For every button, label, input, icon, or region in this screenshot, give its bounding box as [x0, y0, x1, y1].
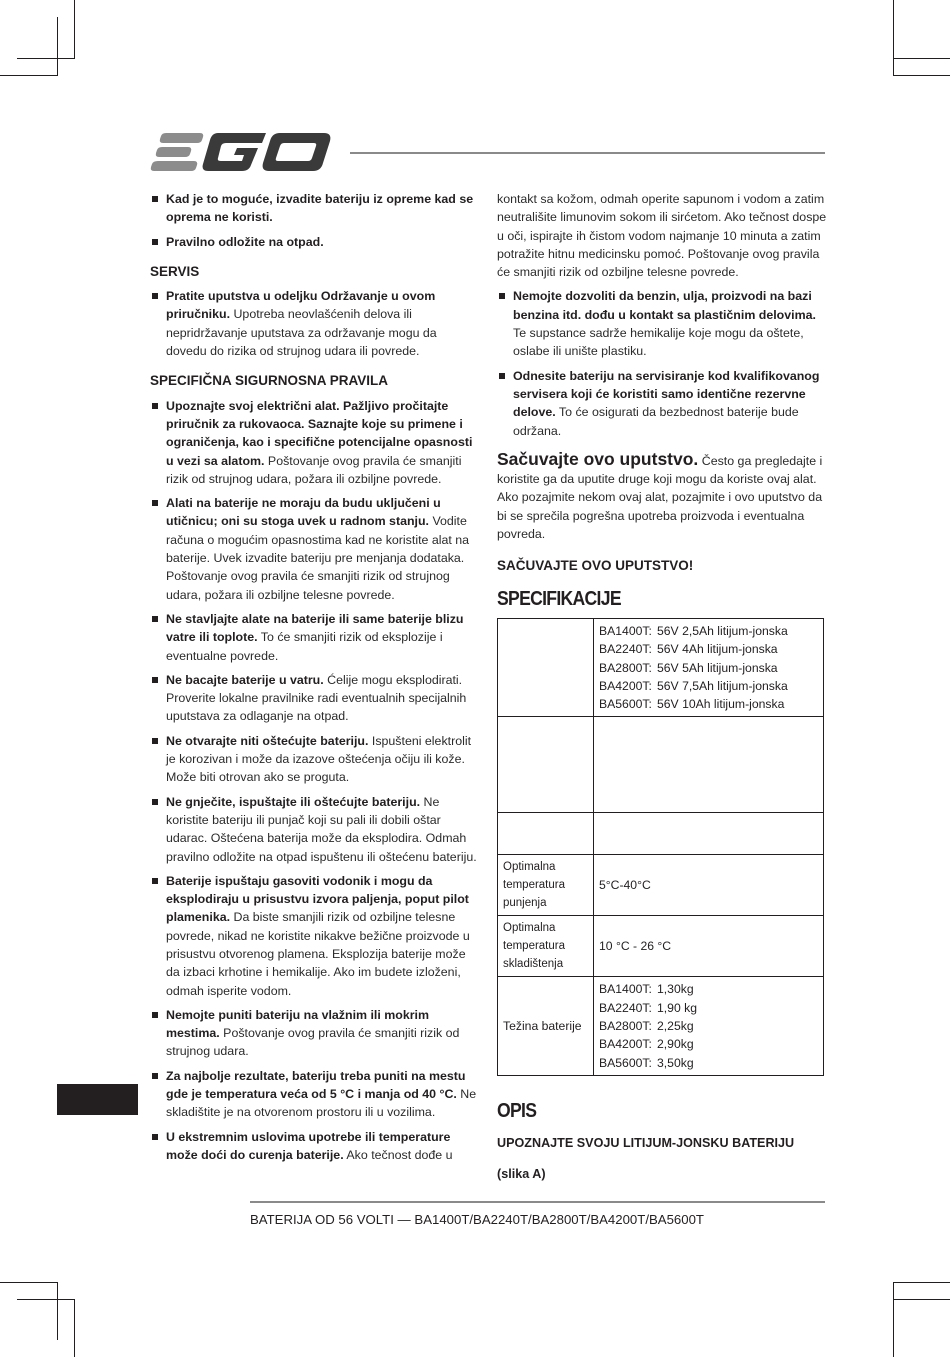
bullet-item — [150, 1067, 480, 1122]
bullet-text: To će smanjiti rizik od eksplozije i eventualne povrede. — [166, 630, 443, 663]
bullet-square-icon — [152, 196, 158, 202]
crop-mark — [0, 75, 58, 76]
spec-pair-row — [599, 1035, 818, 1053]
spec-value-empty — [594, 813, 824, 855]
spec-pair-row — [599, 980, 818, 998]
bullet-bold-text: Upoznajte svoj električni alat. Pažljivo pročitajte priručnik za rukovaoca. Saznajte koje su primene i ograničenja, kao i specifične potencijalne opasnosti u vezi sa alatom. — [166, 398, 473, 468]
footer-rule — [250, 1201, 825, 1203]
save-instructions-caps: SAČUVAJTE OVO UPUTSTVO! — [497, 558, 694, 574]
bullet-square-icon — [152, 677, 158, 683]
spec-row-battery-type — [498, 618, 824, 716]
spec-row-charge-temp — [498, 855, 824, 916]
bullet-square-icon — [152, 403, 158, 409]
bullet-bold-text: Pravilno odložite na otpad. — [166, 234, 324, 249]
bullet-text: Te supstance sadrže hemikalije koje mogu da oštete, oslabe ili unište plastiku. — [513, 326, 804, 359]
spec-pair-row — [599, 695, 818, 713]
model-name: BA5600T: — [599, 697, 652, 712]
section-heading-servis: SERVIS — [150, 263, 200, 279]
bullet-square-icon — [152, 239, 158, 245]
crop-mark — [893, 1282, 894, 1357]
spec-row-empty — [498, 813, 824, 855]
bullet-text: Ispušteni elektrolit je korozivan i može da izazove oštećenja očiju ili kože. Može biti otrovan ako se proguta. — [166, 733, 472, 785]
crop-mark — [17, 58, 75, 59]
specific-rules-list — [150, 397, 480, 1165]
bullet-bold-text: Za najbolje rezultate, bateriju treba puniti na mestu gde je temperatura veća od 5 °C i manja od 40 °C. — [166, 1068, 466, 1102]
spec-row-weight — [498, 977, 824, 1075]
spec-row-empty — [498, 717, 824, 813]
bullet-text: Upotreba neovlašćenih delova ili nepridržavanje uputstava za održavanje mogu da dovedu do rizika od strujnog udara ili povrede. — [166, 307, 437, 359]
spec-pair-row — [599, 1017, 818, 1035]
model-name: BA1400T: — [599, 623, 652, 638]
crop-mark — [893, 58, 950, 59]
model-value: 56V 5Ah litijum-jonska — [657, 660, 778, 675]
crop-mark — [893, 75, 950, 76]
bullet-item — [150, 1006, 480, 1061]
bullet-text: Ne koristite bateriju ili punjač koji su pali ili dobili oštar udarac. Oštećena baterija može da eksplodira. Odmah pravilno odložite na otpad ispuštenu ili oštećenu bateriju. — [166, 794, 477, 864]
bullet-item — [150, 1128, 480, 1165]
bullet-item — [150, 610, 480, 665]
bullet-square-icon — [499, 293, 505, 299]
bullet-bold-text: Ne stavljajte alate na baterije ili same baterije blizu vatre ili toplote. — [166, 611, 464, 645]
bullet-bold-text: Odnesite bateriju na servisiranje kod kvalifikovanog servisera koji će koristiti samo identične rezervne delove. — [513, 368, 820, 420]
spec-label-storage-temp: Optimalna temperatura skladištenja — [498, 916, 594, 977]
bullet-square-icon — [152, 500, 158, 506]
description-heading: OPIS — [497, 1099, 537, 1122]
bullet-item — [150, 872, 480, 1000]
model-value: 56V 7,5Ah litijum-jonska — [657, 678, 788, 693]
bullet-square-icon — [152, 738, 158, 744]
bullet-item — [150, 397, 480, 488]
crop-mark — [17, 1299, 75, 1300]
spec-value-battery-types — [594, 618, 824, 716]
bullet-text: Poštovanje ovog pravila će smanjiti rizik od strujnog udara. — [166, 1026, 460, 1059]
model-value: 3,50kg — [657, 1055, 694, 1070]
bullet-bold-text: Pratite uputstva u odeljku Održavanje u ovom priručniku. — [166, 289, 436, 322]
bullet-item — [150, 732, 480, 787]
bullet-item — [497, 367, 827, 440]
bullet-square-icon — [152, 1134, 158, 1140]
model-value: 56V 10Ah litijum-jonska — [657, 697, 785, 712]
continued-paragraph: kontakt sa kožom, odmah operite sapunom i vodom a zatim neutrališite limunovim sokom ili sirćetom. Ako tečnost dospe u oči, ispirajte ih čistom vodom najmanje 10 minuta a zatim potražite hitnu medicinsku pomoć. Poštovanje ovog pravila će smanjiti rizik od ozbiljne telesne povrede. — [497, 192, 827, 280]
logo-stripes-icon — [151, 133, 203, 171]
section-heading-specific-rules: SPECIFIČNA SIGURNOSNA PRAVILA — [150, 373, 389, 389]
spec-label-empty — [498, 717, 594, 813]
model-value: 56V 4Ah litijum-jonska — [657, 642, 778, 657]
spec-value-storage-temp: 10 °C - 26 °C — [594, 916, 824, 977]
crop-mark — [57, 17, 58, 76]
bullet-text: Da biste smanjili rizik od ozbiljne telesne povrede, nikad ne koristite nikakve bežične proizvode u prisustvu otvorenog plamena. Eksplozija baterije može da izbaci krhotine i hemikalije. Ako im budete izloženi, odmah isperite vodom. — [166, 910, 470, 998]
bullet-square-icon — [152, 799, 158, 805]
crop-mark — [0, 1282, 58, 1283]
save-instructions-text: Često ga pregledajte i koristite ga da uputite druge koji mogu da koriste ovaj alat. Ako pozajmite nekom ovaj alat, pozajmite i ovo uputstvo da bi se sprečila pogrešna upotreba proizvoda i eventualna povreda. — [497, 453, 823, 542]
bullet-bold-text: Ne gnječite, ispuštajte ili oštećujte bateriju. — [166, 794, 421, 809]
bullet-text: Ne skladištite je na otvorenom prostoru ili u vozilima. — [166, 1087, 477, 1120]
save-instructions-paragraph — [497, 450, 827, 543]
spec-value-charge-temp: 5°C-40°C — [594, 855, 824, 916]
bullet-text: Vodite računa o mogućim opasnostima kad ne koristite alat na baterije. Uvek izvadite bateriju pre menjanja dodataka. Poštovanje ovog pravila će smanjiti rizik od strujnog udara, požara ili ozbiljne telesne povrede. — [166, 514, 470, 602]
bullet-item — [150, 494, 480, 604]
bullet-square-icon — [152, 293, 158, 299]
crop-mark — [74, 0, 75, 58]
model-value: 1,90 kg — [657, 1000, 697, 1015]
bullet-item — [150, 233, 480, 251]
spec-label-weight: Težina baterije — [498, 977, 594, 1075]
model-value: 2,90kg — [657, 1037, 694, 1052]
bullet-square-icon — [152, 1012, 158, 1018]
bullet-text: To će osigurati da bezbednost baterije bude održana. — [513, 405, 799, 438]
model-name: BA1400T: — [599, 982, 652, 997]
specifications-table — [497, 618, 824, 1076]
crop-mark — [893, 0, 894, 76]
model-name: BA2800T: — [599, 660, 652, 675]
bullet-square-icon — [152, 616, 158, 622]
figure-reference: (slika A) — [497, 1167, 546, 1182]
bullet-bold-text: U ekstremnim uslovima upotrebe ili temperature može doći do curenja baterije. — [166, 1129, 451, 1162]
bullet-bold-text: Alati na baterije ne moraju da budu uključeni u utičnicu; oni su stoga uvek u radnom stanju. — [166, 496, 441, 529]
crop-mark — [57, 1282, 58, 1340]
model-value: 1,30kg — [657, 982, 694, 997]
spec-pair-row — [599, 999, 818, 1017]
save-instructions-lead: Sačuvajte ovo uputstvo. — [497, 448, 699, 469]
spec-pair-row — [599, 659, 818, 677]
bullet-item — [150, 287, 480, 360]
model-name: BA4200T: — [599, 1037, 652, 1052]
spec-pair-row — [599, 622, 818, 640]
description-subheading: UPOZNAJTE SVOJU LITIJUM-JONSKU BATERIJU — [497, 1136, 795, 1151]
footer-text: BATERIJA OD 56 VOLTI — BA1400T/BA2240T/BA2800T/BA4200T/BA5600T — [250, 1212, 704, 1227]
crop-mark — [893, 1299, 950, 1300]
bullet-item — [150, 671, 480, 726]
model-value: 56V 2,5Ah litijum-jonska — [657, 623, 788, 638]
bullet-square-icon — [152, 1073, 158, 1079]
bullet-bold-text: Kad je to moguće, izvadite bateriju iz opreme kad se oprema ne koristi. — [166, 192, 474, 225]
language-tab-marker — [57, 1084, 138, 1115]
ego-logo — [148, 131, 332, 173]
logo-letters-icon — [203, 133, 331, 171]
bullet-bold-text: Ne otvarajte niti oštećujte bateriju. — [166, 733, 369, 748]
spec-label-empty — [498, 618, 594, 716]
bullet-item — [497, 287, 827, 360]
spec-label-charge-temp: Optimalna temperatura punjenja — [498, 855, 594, 916]
spec-row-storage-temp — [498, 916, 824, 977]
bullet-bold-text: Nemojte puniti bateriju na vlažnim ili mokrim mestima. — [166, 1007, 430, 1041]
spec-pair-row — [599, 640, 818, 658]
model-name: BA2240T: — [599, 642, 652, 657]
bullet-text: Ćelije mogu eksplodirati. Proverite lokalne pravilnike radi eventualnih specijalnih uputstava za odlaganje na otpad. — [166, 672, 467, 724]
model-name: BA5600T: — [599, 1055, 652, 1070]
model-name: BA4200T: — [599, 678, 652, 693]
spec-value-empty — [594, 717, 824, 813]
bullet-text: Poštovanje ovog pravila će smanjiti rizik od strujnog udara, požara ili ozbiljne povrede. — [166, 453, 462, 486]
bullet-item — [150, 793, 480, 866]
spec-label-empty — [498, 813, 594, 855]
specifications-heading: SPECIFIKACIJE — [497, 587, 621, 610]
spec-value-weights — [594, 977, 824, 1075]
crop-mark — [74, 1299, 75, 1357]
bullet-text: Ako tečnost dođe u — [343, 1147, 453, 1162]
left-column — [150, 190, 480, 1170]
bullet-bold-text: Ne bacajte baterije u vatru. — [166, 672, 324, 687]
crop-mark — [893, 1282, 950, 1283]
bullet-bold-text: Baterije ispuštaju gasoviti vodonik i mogu da eksplodiraju u prisustvu izvora paljenja, poput pilot plamenika. — [166, 873, 469, 925]
bullet-square-icon — [499, 373, 505, 379]
bullet-bold-text: Nemojte dozvoliti da benzin, ulja, proizvodi na bazi benzina itd. dođu u kontakt sa plastičnim delovima. — [513, 289, 816, 322]
spec-pair-row — [599, 677, 818, 695]
model-name: BA2240T: — [599, 1000, 652, 1015]
spec-pair-row — [599, 1054, 818, 1072]
right-column — [497, 190, 827, 1196]
model-name: BA2800T: — [599, 1019, 652, 1034]
bullet-square-icon — [152, 878, 158, 884]
bullet-item — [150, 190, 480, 227]
model-value: 2,25kg — [657, 1019, 694, 1034]
header-rule — [350, 152, 825, 154]
